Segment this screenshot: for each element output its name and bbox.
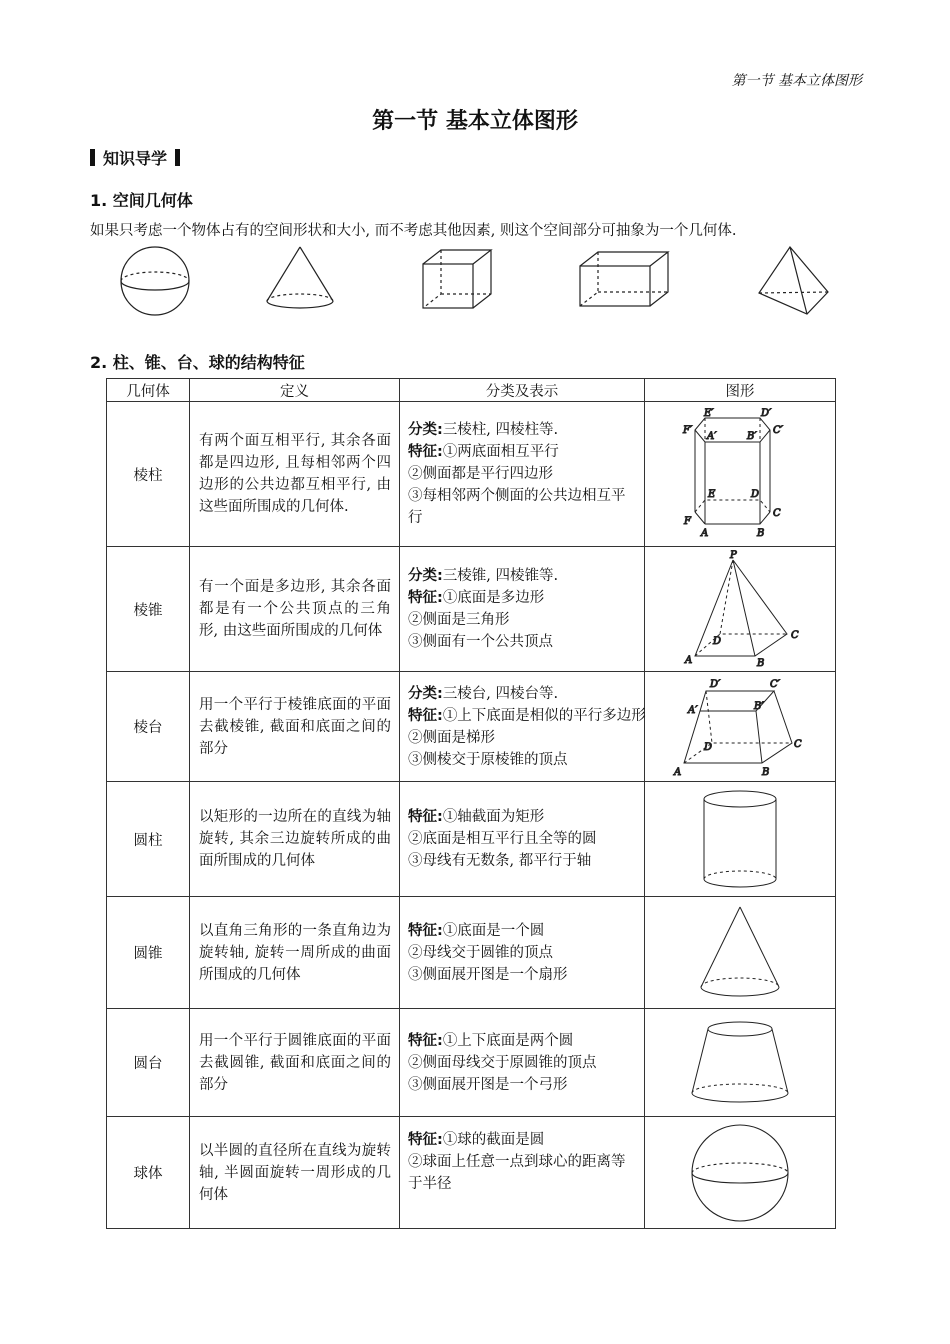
figure-cell xyxy=(645,1009,836,1117)
vertex-label: E xyxy=(708,489,716,500)
header-solid: 几何体 xyxy=(107,379,190,402)
table-row xyxy=(107,782,836,897)
table-row xyxy=(107,1117,836,1229)
figure-cell xyxy=(645,1117,836,1229)
solid-illustrations xyxy=(100,244,860,320)
header-definition: 定义 xyxy=(190,379,400,402)
class-text: 三棱柱, 四棱柱等. xyxy=(442,422,559,438)
solid-name: 球体 xyxy=(107,1117,190,1229)
feature-item: ③侧面展开图是一个弓形 xyxy=(408,1076,568,1093)
solid-classification xyxy=(400,547,645,672)
vertex-label: B xyxy=(757,528,765,539)
heading-bar-left xyxy=(90,149,95,166)
vertex-label: B′ xyxy=(754,700,764,712)
figure-cell xyxy=(645,547,836,672)
class-label: 分类: xyxy=(408,568,443,584)
feature-item: ③侧棱交于原棱锥的顶点 xyxy=(408,751,568,768)
feature-label: 特征: xyxy=(408,1032,443,1049)
vertex-label: D xyxy=(751,489,760,500)
feature-item: ①两底面相互平行 xyxy=(442,444,559,460)
feature-item: ②球面上任意一点到球心的距离等于半径 xyxy=(408,1153,626,1192)
table-row xyxy=(107,402,836,547)
solid-name: 棱锥 xyxy=(107,547,190,672)
vertex-label: D xyxy=(713,636,722,647)
solid-classification xyxy=(400,782,645,897)
solid-classification xyxy=(400,897,645,1009)
vertex-label: B xyxy=(757,658,765,668)
vertex-label: E′ xyxy=(704,408,714,419)
vertex-label: A xyxy=(701,528,709,539)
page-title: 第一节 基本立体图形 xyxy=(372,109,578,134)
solid-classification xyxy=(400,672,645,782)
section-heading-label: 知识导学 xyxy=(103,149,168,168)
vertex-label: C′ xyxy=(770,678,780,690)
cylinder-figure xyxy=(698,787,782,891)
feature-item: ②底面是相互平行且全等的圆 xyxy=(408,831,597,847)
section-heading xyxy=(90,146,180,169)
vertex-label: D xyxy=(704,741,713,753)
table-row xyxy=(107,547,836,672)
vertex-label: A′ xyxy=(707,431,717,442)
solid-definition: 以半圆的直径所在直线为旋转轴, 半圆面旋转一周形成的几何体 xyxy=(190,1117,400,1229)
feature-item: ②侧面母线交于原圆锥的顶点 xyxy=(408,1054,597,1071)
solid-name: 圆柱 xyxy=(107,782,190,897)
table-row xyxy=(107,672,836,782)
frustum-pyramid-figure xyxy=(670,675,810,779)
frustum-cone-figure xyxy=(687,1017,793,1109)
feature-item: ②侧面都是平行四边形 xyxy=(408,466,553,482)
feature-item: ①上下底面是相似的平行多边形 xyxy=(442,707,646,724)
feature-label: 特征: xyxy=(408,444,443,460)
figure-cell xyxy=(645,402,836,547)
solid-definition: 有一个面是多边形, 其余各面都是有一个公共顶点的三角形, 由这些面所围成的几何体 xyxy=(190,547,400,672)
vertex-label: C xyxy=(794,738,802,750)
cone-illustration xyxy=(267,247,333,308)
vertex-label: A′ xyxy=(688,704,698,716)
feature-item: ③侧面有一个公共顶点 xyxy=(408,634,553,650)
solid-classification xyxy=(400,1117,645,1229)
figure-cell xyxy=(645,672,836,782)
vertex-label: C′ xyxy=(773,425,783,436)
hexagonal-prism-figure xyxy=(675,408,805,540)
vertex-label: A xyxy=(674,766,682,778)
cube-illustration xyxy=(423,250,491,308)
solid-name: 棱柱 xyxy=(107,402,190,547)
tetrahedron-illustration xyxy=(759,247,828,314)
vertex-label: P xyxy=(730,550,737,561)
vertex-label: B xyxy=(762,766,770,778)
class-text: 三棱台, 四棱台等. xyxy=(442,685,559,702)
figure-cell xyxy=(645,782,836,897)
class-label: 分类: xyxy=(408,685,443,702)
feature-item: ③母线有无数条, 都平行于轴 xyxy=(408,853,592,869)
solid-name: 棱台 xyxy=(107,672,190,782)
part2-heading: 2. 柱、锥、台、球的结构特征 xyxy=(90,353,305,372)
feature-item: ②母线交于圆锥的顶点 xyxy=(408,944,553,961)
solid-definition: 以直角三角形的一条直角边为旋转轴, 旋转一周所成的曲面所围成的几何体 xyxy=(190,897,400,1009)
figure-cell xyxy=(645,897,836,1009)
class-label: 分类: xyxy=(408,422,443,438)
feature-item: ③侧面展开图是一个扇形 xyxy=(408,966,568,983)
sphere-illustration xyxy=(121,247,189,315)
header-classification: 分类及表示 xyxy=(400,379,645,402)
feature-label: 特征: xyxy=(408,922,443,939)
square-pyramid-figure xyxy=(675,550,805,668)
feature-item: ①球的截面是圆 xyxy=(442,1131,545,1148)
vertex-label: D′ xyxy=(761,408,772,419)
feature-item: ①轴截面为矩形 xyxy=(442,809,545,825)
solid-classification xyxy=(400,402,645,547)
cuboid-illustration xyxy=(580,252,668,306)
vertex-label: F xyxy=(684,516,691,527)
vertex-label: A xyxy=(685,655,693,666)
feature-item: ①底面是多边形 xyxy=(442,590,545,606)
vertex-label: C xyxy=(773,508,781,519)
running-header: 第一节 基本立体图形 xyxy=(731,73,862,89)
feature-label: 特征: xyxy=(408,590,443,606)
feature-label: 特征: xyxy=(408,707,443,724)
cone-figure xyxy=(695,903,785,1003)
solids-table xyxy=(106,378,836,1229)
vertex-label: F′ xyxy=(683,425,693,436)
part1-heading: 1. 空间几何体 xyxy=(90,191,193,210)
class-text: 三棱锥, 四棱锥等. xyxy=(442,568,559,584)
solid-definition: 用一个平行于棱锥底面的平面去截棱锥, 截面和底面之间的部分 xyxy=(190,672,400,782)
solid-name: 圆台 xyxy=(107,1009,190,1117)
part1-text: 如果只考虑一个物体占有的空间形状和大小, 而不考虑其他因素, 则这个空间部分可抽象为一个几何体. xyxy=(90,223,737,239)
feature-item: ②侧面是梯形 xyxy=(408,729,495,746)
heading-bar-right xyxy=(175,149,180,166)
table-row xyxy=(107,1009,836,1117)
vertex-label: B′ xyxy=(747,431,757,442)
table-header-row xyxy=(107,379,836,402)
solid-definition: 以矩形的一边所在的直线为轴旋转, 其余三边旋转所成的曲面所围成的几何体 xyxy=(190,782,400,897)
feature-label: 特征: xyxy=(408,809,443,825)
feature-item: ②侧面是三角形 xyxy=(408,612,510,628)
feature-label: 特征: xyxy=(408,1131,443,1148)
solid-definition: 用一个平行于圆锥底面的平面去截圆锥, 截面和底面之间的部分 xyxy=(190,1009,400,1117)
vertex-label: D′ xyxy=(710,678,721,690)
vertex-label: C xyxy=(791,630,799,641)
feature-item: ①上下底面是两个圆 xyxy=(442,1032,574,1049)
sphere-figure xyxy=(688,1123,792,1223)
header-figure: 图形 xyxy=(645,379,836,402)
feature-item: ①底面是一个圆 xyxy=(442,922,545,939)
feature-item: ③每相邻两个侧面的公共边相互平行 xyxy=(408,488,626,526)
table-row xyxy=(107,897,836,1009)
solid-name: 圆锥 xyxy=(107,897,190,1009)
solid-definition: 有两个面互相平行, 其余各面都是四边形, 且每相邻两个四边形的公共边都互相平行, 由这些面所围成的几何体. xyxy=(190,402,400,547)
solid-classification xyxy=(400,1009,645,1117)
